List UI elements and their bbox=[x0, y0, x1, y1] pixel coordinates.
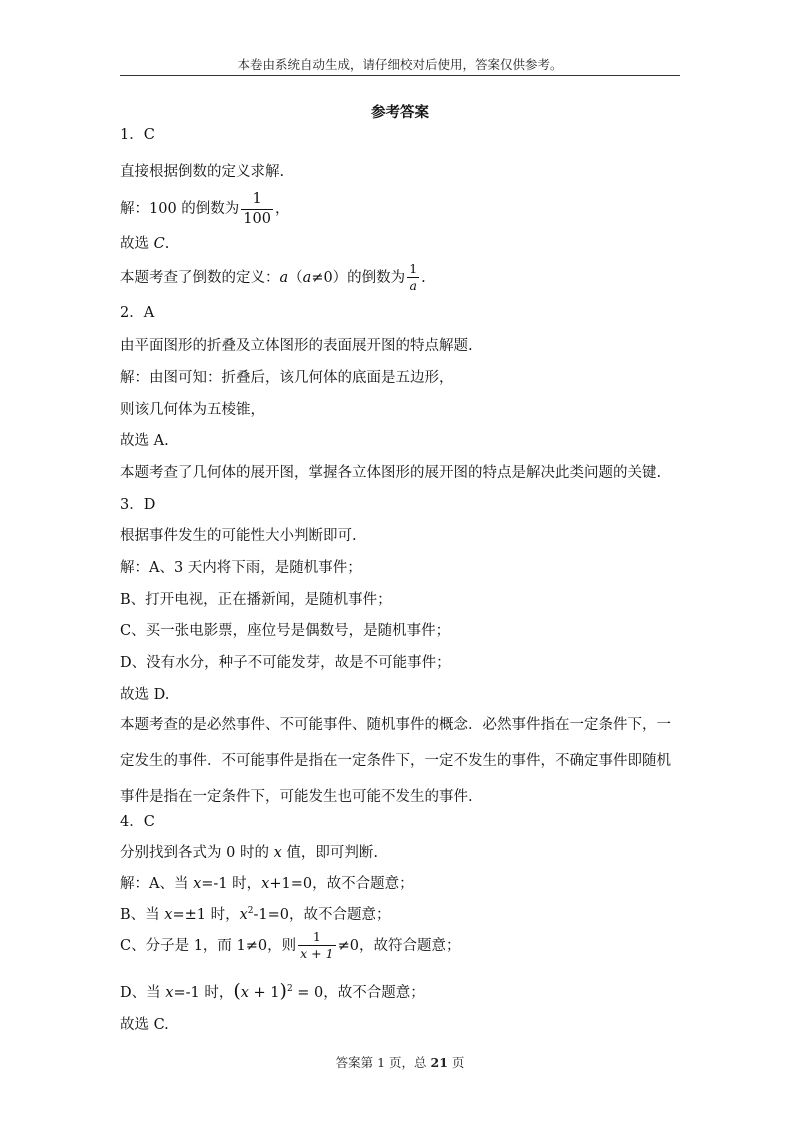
option-text-2: =-1 时， bbox=[173, 985, 234, 1001]
variable-x: x bbox=[165, 985, 174, 1001]
variable-a: a bbox=[279, 269, 289, 286]
analysis-end: 值，即可判断. bbox=[281, 845, 378, 861]
q4-option-a bbox=[120, 877, 414, 892]
option-text-2: =-1 时， bbox=[201, 876, 262, 892]
page-title: 参考答案 bbox=[371, 104, 429, 121]
fraction-denominator: 100 bbox=[243, 210, 271, 227]
option-end: ，故不合题意； bbox=[323, 985, 425, 1001]
comment-text: 本题考查了倒数的定义： bbox=[120, 269, 280, 286]
fraction-denominator: a bbox=[409, 278, 417, 294]
variable-x: x bbox=[239, 906, 248, 923]
fraction-denominator: x + 1 bbox=[300, 946, 334, 962]
q1-analysis: 直接根据倒数的定义求解. bbox=[120, 164, 285, 180]
variable-x: x bbox=[240, 985, 249, 1001]
option-end: +1=0，故不合题意； bbox=[269, 876, 414, 892]
option-text: B、当 bbox=[120, 906, 165, 923]
q3-solution-c: C、买一张电影票，座位号是偶数号，是随机事件； bbox=[120, 623, 451, 639]
q1-comment-fraction bbox=[407, 262, 419, 294]
comment-text-2: ≠0）的倒数为 bbox=[311, 269, 406, 286]
q4-choice: 故选 C. bbox=[120, 1017, 169, 1033]
paren-open: ( bbox=[233, 980, 241, 1002]
fraction-numerator: 1 bbox=[298, 930, 335, 946]
q3-solution-a: 解：A、3 天内将下雨，是随机事件； bbox=[120, 560, 362, 576]
variable-a: a bbox=[302, 269, 312, 286]
option-text: 解：A、当 bbox=[120, 876, 194, 892]
q4-analysis bbox=[120, 846, 378, 861]
option-end: -1=0，故不合题意； bbox=[253, 906, 391, 923]
exponent: 2 bbox=[247, 906, 254, 916]
total-pages: 21 bbox=[430, 1055, 448, 1070]
footer-text-3: 页 bbox=[447, 1055, 465, 1070]
equals-zero: = 0 bbox=[292, 985, 324, 1001]
footer-text-2: 页，总 bbox=[385, 1055, 431, 1070]
q3-comment: 本题考查的是必然事件、不可能事件、随机事件的概念．必然事件指在一定条件下，一定发生的事件．不可能事件是指在一定条件下，一定不发生的事件，不确定事件即随机事件是指在一定条件下，可能发生也可能不发生的事件. bbox=[120, 717, 671, 805]
header-divider bbox=[120, 75, 680, 76]
option-text: C、分子是 1，而 1≠0，则 bbox=[120, 937, 297, 954]
footer-text: 答案第 bbox=[335, 1055, 378, 1070]
q2-solution-line-1: 解：由图可知：折叠后，该几何体的底面是五边形， bbox=[120, 370, 454, 386]
q1-choice bbox=[120, 237, 169, 252]
page-number: 1 bbox=[377, 1055, 386, 1070]
q1-solution-end: ， bbox=[274, 201, 290, 218]
paren-close: ) bbox=[279, 980, 287, 1002]
analysis-text: 分别找到各式为 0 时的 bbox=[120, 845, 274, 861]
variable-x: x bbox=[164, 906, 173, 923]
q3-analysis: 根据事件发生的可能性大小判断即可. bbox=[120, 528, 357, 544]
q3-choice: 故选 D. bbox=[120, 687, 170, 703]
q4-heading: 4．C bbox=[120, 814, 155, 830]
choice-suffix: . bbox=[164, 236, 170, 252]
variable-x: x bbox=[261, 876, 270, 892]
q2-heading: 2．A bbox=[120, 305, 155, 321]
q1-solution-fraction bbox=[241, 191, 273, 227]
exponent: 2 bbox=[286, 984, 293, 995]
header-note: 本卷由系统自动生成，请仔细校对后使用，答案仅供参考。 bbox=[237, 57, 563, 72]
plus-one: + 1 bbox=[248, 985, 280, 1001]
q2-analysis: 由平面图形的折叠及立体图形的表面展开图的特点解题. bbox=[120, 338, 473, 354]
option-text-2: =±1 时， bbox=[172, 906, 240, 923]
q4-option-c bbox=[120, 930, 460, 962]
q1-comment bbox=[120, 262, 426, 294]
choice-letter: C bbox=[153, 236, 165, 252]
q1-solution-text: 解：100 的倒数为 bbox=[120, 201, 240, 218]
option-end: ≠0，故符合题意； bbox=[337, 937, 461, 954]
q1-solution bbox=[120, 191, 289, 227]
q2-choice: 故选 A. bbox=[120, 433, 169, 449]
q2-comment: 本题考查了几何体的展开图，掌握各立体图形的展开图的特点是解决此类问题的关键. bbox=[120, 465, 662, 481]
variable-x: x bbox=[193, 876, 202, 892]
q3-heading: 3．D bbox=[120, 497, 156, 513]
comment-end: . bbox=[421, 269, 426, 286]
q2-solution-line-2: 则该几何体为五棱锥， bbox=[120, 402, 265, 418]
option-text: D、当 bbox=[120, 985, 166, 1001]
paren-open: （ bbox=[288, 269, 303, 286]
q3-solution-b: B、打开电视，正在播新闻，是随机事件； bbox=[120, 592, 392, 608]
q4-option-c-fraction bbox=[298, 930, 335, 962]
choice-prefix: 故选 bbox=[120, 236, 154, 252]
fraction-numerator: 1 bbox=[241, 191, 273, 210]
q3-solution-d: D、没有水分，种子不可能发芽，故是不可能事件； bbox=[120, 655, 451, 671]
q1-heading: 1．C bbox=[120, 127, 155, 143]
fraction-numerator: 1 bbox=[407, 262, 419, 278]
q4-option-d bbox=[120, 982, 425, 1001]
page-footer bbox=[0, 1053, 800, 1071]
q4-option-b bbox=[120, 907, 391, 922]
variable-x: x bbox=[273, 845, 282, 861]
